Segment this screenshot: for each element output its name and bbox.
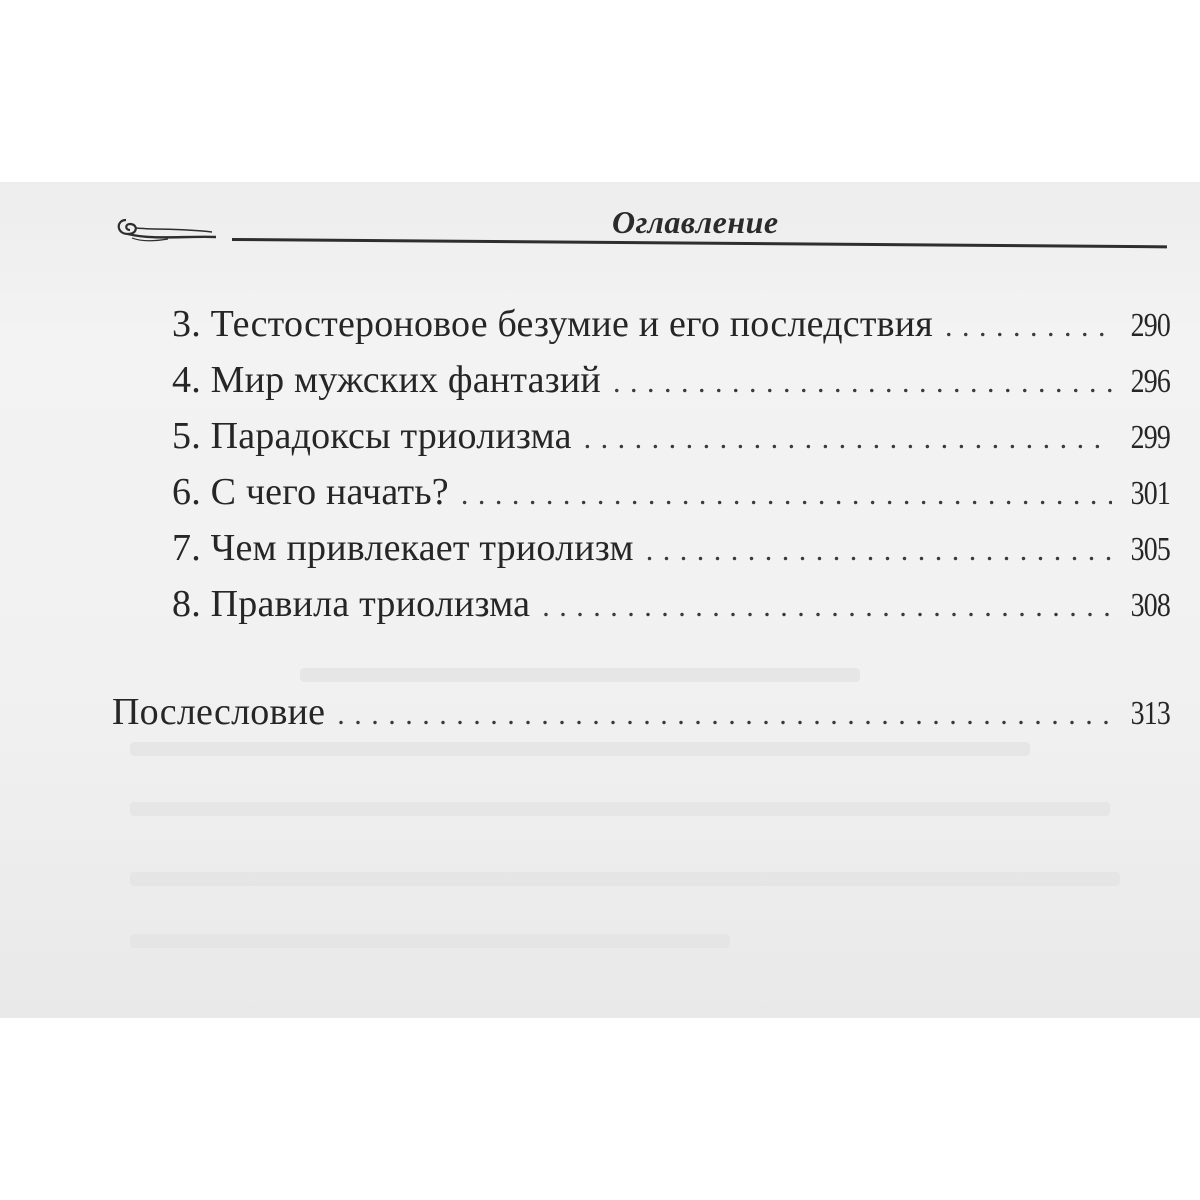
toc-entry-title: 8. Правила триолизма: [172, 583, 531, 625]
toc-dot-leader: [613, 366, 1112, 400]
book-page: [0, 182, 1200, 1018]
toc-dot-leader: [542, 590, 1112, 624]
bleed-through-line: [130, 802, 1110, 816]
toc-entry-title: 6. С чего начать?: [172, 471, 449, 513]
bleed-through-line: [300, 668, 860, 682]
toc-entry-page: 313: [1130, 695, 1170, 732]
toc-entry-title: 7. Чем привлекает триолизм: [172, 527, 634, 569]
toc-entry-page: 299: [1130, 419, 1170, 456]
toc-entry-page: 301: [1130, 475, 1170, 512]
running-head-title: Оглавление: [612, 204, 779, 240]
bleed-through-line: [130, 872, 1120, 886]
toc-entry-title: Послесловие: [112, 691, 326, 733]
toc-entry: [172, 302, 1170, 346]
toc-dot-leader: [461, 478, 1112, 512]
toc-entry: [172, 526, 1170, 570]
toc-entry-afterword: [112, 690, 1170, 734]
toc-entry-page: 290: [1130, 307, 1170, 344]
bleed-through-line: [130, 742, 1030, 756]
toc-entry-title: 5. Парадоксы триолизма: [172, 415, 572, 457]
toc-entry-title: 4. Мир мужских фантазий: [172, 359, 601, 401]
toc-dot-leader: [337, 698, 1112, 732]
toc-entry: [172, 582, 1170, 626]
decorative-flourish-icon: [112, 210, 222, 244]
toc-entry: [172, 358, 1170, 402]
toc-entry-page: 296: [1130, 363, 1170, 400]
toc-entry-page: 308: [1130, 587, 1170, 624]
toc-dot-leader: [584, 422, 1112, 456]
toc-dot-leader: [646, 534, 1112, 568]
toc-entry: [172, 470, 1170, 514]
toc-dot-leader: [945, 310, 1112, 344]
toc-entry-page: 305: [1130, 531, 1170, 568]
toc-entry: [172, 414, 1170, 458]
toc-entry-title: 3. Тестостероновое безумие и его последствия: [172, 303, 933, 345]
bleed-through-line: [130, 934, 730, 948]
